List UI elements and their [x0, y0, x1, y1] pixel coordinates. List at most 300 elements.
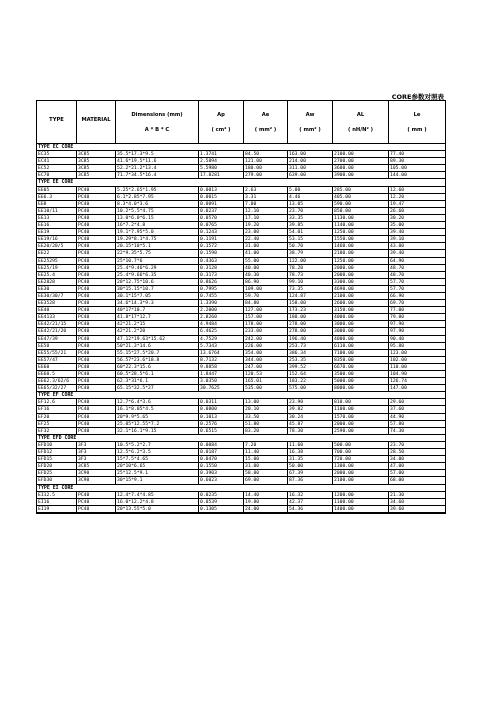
ae-cell: 3.31 — [244, 194, 288, 200]
aw-cell: 158.00 — [288, 300, 333, 306]
aw-cell: 639.00 — [288, 172, 333, 178]
dimensions-cell: 20*9.9*5.65 — [116, 414, 199, 420]
group-header: TYPE EI CORE — [37, 485, 445, 492]
material-cell: PC40 — [77, 371, 116, 377]
ap-cell: 4.9484 — [199, 321, 244, 327]
aw-cell: 16.38 — [288, 449, 333, 455]
ae-cell: 226.00 — [244, 343, 288, 349]
aw-cell: 253.73 — [288, 343, 333, 349]
ap-cell: 0.0091 — [199, 201, 244, 207]
ap-cell: 0.7995 — [199, 286, 244, 292]
material-cell: 3C85 — [77, 172, 116, 178]
dimensions-cell: 16.1*8.05*4.5 — [116, 406, 199, 412]
type-cell: EE20/20/5 — [37, 243, 77, 249]
al-cell: 3000.00 — [333, 321, 389, 327]
le-cell: 68.00 — [390, 478, 405, 484]
dimensions-cell: 71.7*34.5*16.4 — [116, 172, 199, 178]
le-cell: 57.80 — [390, 421, 405, 427]
type-cell: EFD15 — [37, 456, 77, 462]
ap-cell: 3.0350 — [199, 378, 244, 384]
dimensions-cell: 42*21.2*20 — [116, 328, 199, 334]
type-cell: EE3528 — [37, 300, 77, 306]
ae-cell: 242.00 — [244, 336, 288, 342]
type-cell: EE16 — [37, 222, 77, 228]
ap-cell: 6.4625 — [199, 328, 244, 334]
ae-cell: 31.00 — [244, 243, 288, 249]
al-cell: 3900.00 — [333, 172, 389, 178]
dimensions-cell: 65.15*32.5*27 — [116, 385, 199, 391]
aw-cell: 13.05 — [288, 201, 333, 207]
table-row — [37, 208, 445, 215]
material-cell: PC40 — [77, 378, 116, 384]
ae-cell: 24.00 — [244, 506, 288, 512]
material-cell: PC40 — [77, 336, 116, 342]
aw-cell: 42.37 — [288, 499, 333, 505]
al-cell: 6110.00 — [333, 343, 389, 349]
le-cell: 44.90 — [390, 414, 405, 420]
al-cell: 3000.00 — [333, 328, 389, 334]
type-cell: EFD10 — [37, 442, 77, 448]
al-cell: 2000.00 — [333, 265, 389, 271]
ae-cell: 354.00 — [244, 350, 288, 356]
ap-cell: 2.2000 — [199, 307, 244, 313]
al-cell: 8350.00 — [333, 357, 389, 363]
aw-cell: 23.90 — [288, 399, 333, 405]
aw-cell: 575.00 — [288, 385, 333, 391]
material-cell: PC40 — [77, 492, 116, 498]
al-cell: 500.00 — [333, 442, 389, 448]
ap-cell: 0.3128 — [199, 265, 244, 271]
al-cell: 1100.00 — [333, 499, 389, 505]
ap-cell: 0.3173 — [199, 272, 244, 278]
ap-cell: 2.5894 — [199, 158, 244, 164]
ae-cell: 233.00 — [244, 328, 288, 334]
ae-cell: 40.30 — [244, 272, 288, 278]
aw-cell: 78.30 — [288, 428, 333, 434]
al-cell: 2700.00 — [333, 158, 389, 164]
ap-cell: 0.0013 — [199, 187, 244, 193]
aw-cell: 163.00 — [288, 151, 333, 157]
le-cell: 90.40 — [390, 336, 405, 342]
ap-cell: 0.0187 — [199, 449, 244, 455]
ap-cell: 0.8626 — [199, 279, 244, 285]
dimensions-cell: 32.1*16.1*9.15 — [116, 428, 199, 434]
le-cell: 69.70 — [390, 301, 405, 307]
le-cell: 35.00 — [390, 223, 405, 229]
type-cell: EE50 — [37, 343, 77, 349]
dimensions-cell: 30*15*9.1 — [116, 477, 199, 483]
ap-cell: 0.0311 — [199, 399, 244, 405]
le-cell: 39.40 — [390, 230, 405, 236]
material-cell: PC40 — [77, 406, 116, 412]
ae-cell: 23.00 — [244, 229, 288, 235]
le-cell: 126.74 — [390, 379, 407, 385]
material-cell: PC40 — [77, 286, 116, 292]
al-cell: 1460.00 — [333, 243, 389, 249]
type-cell: EE57/47 — [37, 357, 77, 363]
le-cell: 104.90 — [390, 372, 407, 377]
type-cell: EE05 — [37, 187, 77, 193]
material-cell: PC40 — [77, 350, 116, 356]
type-cell: EE10/11 — [37, 208, 77, 214]
aw-cell: 53.15 — [288, 236, 333, 242]
header-material: MATERIAL — [77, 101, 116, 143]
header-type: TYPE — [37, 101, 77, 143]
ae-cell: 127.00 — [244, 307, 288, 313]
le-cell: 105.00 — [390, 166, 407, 172]
header-al: AL ( nH/N² ) — [333, 101, 389, 143]
le-cell: 21.30 — [390, 492, 405, 498]
al-cell: 1130.00 — [333, 215, 389, 221]
table-row — [37, 364, 445, 371]
le-cell: 34.00 — [390, 457, 405, 463]
material-cell: PC40 — [77, 364, 116, 370]
table-row — [37, 222, 445, 229]
type-cell: EF12.6 — [37, 399, 77, 405]
ap-cell: 0.3903 — [199, 470, 244, 476]
aw-cell: 4.46 — [288, 194, 333, 200]
dimensions-cell: 20*13.55*5.0 — [116, 506, 199, 512]
al-cell: 700.00 — [333, 449, 389, 455]
table-row — [37, 293, 445, 300]
header-aw: Aw ( mm² ) — [288, 101, 333, 143]
aw-cell: 50.70 — [288, 243, 333, 249]
dimensions-cell: 15*7.5*4.65 — [116, 456, 199, 462]
ap-cell: 0.0765 — [199, 222, 244, 228]
aw-cell: 73.35 — [288, 286, 333, 292]
table-row — [37, 506, 445, 513]
ae-cell: 22.40 — [244, 236, 288, 242]
al-cell: 7100.00 — [333, 350, 389, 356]
type-cell: EE2828 — [37, 279, 77, 285]
ae-cell: 51.80 — [244, 421, 288, 427]
al-cell: 1250.00 — [333, 229, 389, 235]
type-cell: EE25/19 — [37, 265, 77, 271]
material-cell: PC40 — [77, 215, 116, 221]
type-cell: EE4133 — [37, 314, 77, 320]
type-cell: EE55/55/21 — [37, 350, 77, 356]
ap-cell: 0.1191 — [199, 236, 244, 242]
material-cell: 3F3 — [77, 449, 116, 455]
material-cell: PC40 — [77, 293, 116, 299]
material-cell: PC40 — [77, 236, 116, 242]
ae-cell: 165.01 — [244, 378, 288, 384]
al-cell: 6670.00 — [333, 364, 389, 370]
dimensions-cell: 5.25*2.65*1.95 — [116, 187, 199, 193]
dimensions-cell: 35.5*17.3*9.5 — [116, 151, 199, 157]
material-cell: PC40 — [77, 328, 116, 334]
type-cell: EF16 — [37, 406, 77, 412]
table-row — [37, 378, 445, 385]
table-row — [37, 456, 445, 463]
le-cell: 12.60 — [390, 187, 405, 193]
ap-cell: 2.8260 — [199, 314, 244, 320]
material-cell: PC40 — [77, 499, 116, 505]
table-row — [37, 250, 445, 257]
aw-cell: 173.23 — [288, 307, 333, 313]
ae-cell: 11.40 — [244, 449, 288, 455]
material-cell: PC40 — [77, 201, 116, 207]
le-cell: 19.47 — [390, 201, 405, 207]
core-table — [36, 100, 446, 514]
le-cell: 77.00 — [390, 308, 405, 314]
aw-cell: 78.73 — [288, 272, 333, 278]
table-row — [37, 421, 445, 428]
dimensions-cell: 22*9.35*5.75 — [116, 250, 199, 256]
ae-cell: 19.20 — [244, 222, 288, 228]
ap-cell: 0.0084 — [199, 442, 244, 448]
al-cell: 5000.00 — [333, 378, 389, 384]
dimensions-cell: 28*12.75*10.6 — [116, 279, 199, 285]
group-header: TYPE EFD CORE — [37, 435, 445, 442]
table-row — [37, 201, 445, 208]
al-cell: 2180.00 — [333, 250, 389, 256]
table-row — [37, 307, 445, 314]
le-cell: 29.60 — [390, 400, 405, 406]
table-row — [37, 449, 445, 456]
dimensions-cell: 13.0*6.0*6.15 — [116, 215, 199, 221]
ap-cell: 9.8858 — [199, 364, 244, 370]
aw-cell: 214.00 — [288, 158, 333, 164]
material-cell: PC40 — [77, 187, 116, 193]
material-cell: PC40 — [77, 279, 116, 285]
dimensions-cell: 25.4*9.46*6.29 — [116, 265, 199, 271]
ap-cell: 17.8281 — [199, 172, 244, 178]
type-cell: EI19 — [37, 506, 77, 512]
le-cell: 147.00 — [390, 386, 407, 392]
material-cell: PC40 — [77, 300, 116, 306]
dimensions-cell: 25.4*9.66*6.35 — [116, 272, 199, 278]
type-cell: EFD25 — [37, 470, 77, 476]
material-cell: PC40 — [77, 414, 116, 420]
type-cell: EC35 — [37, 151, 77, 157]
ap-cell: 0.0015 — [199, 194, 244, 200]
le-cell: 39.60 — [390, 506, 405, 512]
le-cell: 34.60 — [390, 499, 405, 505]
aw-cell: 386.34 — [288, 350, 333, 356]
aw-cell: 253.35 — [288, 357, 333, 363]
table-row — [37, 463, 445, 470]
dimensions-cell: 41.6*19.5*11.6 — [116, 158, 199, 164]
le-cell: 110.00 — [390, 364, 407, 370]
ae-cell: 33.50 — [244, 414, 288, 420]
type-cell: EE22 — [37, 250, 77, 256]
le-cell: 74.30 — [390, 428, 405, 434]
dimensions-cell: 19.29*8.1*4.75 — [116, 236, 199, 242]
ap-cell: 0.2576 — [199, 421, 244, 427]
le-cell: 26.60 — [390, 208, 405, 214]
al-cell: 3600.00 — [333, 165, 389, 171]
le-cell: 144.00 — [390, 173, 407, 179]
ae-cell: 84.50 — [244, 151, 288, 157]
table-row — [37, 314, 445, 321]
material-cell: PC40 — [77, 307, 116, 313]
material-cell: 3C90 — [77, 470, 116, 476]
type-cell: EE25.4 — [37, 272, 77, 278]
al-cell: 2590.00 — [333, 428, 389, 434]
ap-cell: 0.1305 — [199, 506, 244, 512]
aw-cell: 23.70 — [288, 208, 333, 214]
table-row — [37, 399, 445, 406]
dimensions-cell: 60.5*28.5*6.1 — [116, 371, 199, 377]
material-cell: 3C90 — [77, 477, 116, 483]
table-row — [37, 151, 445, 158]
aw-cell: 67.39 — [288, 470, 333, 476]
group-header: TYPE EC CORE — [37, 144, 445, 151]
material-cell: 3C85 — [77, 151, 116, 157]
ae-cell: 41.00 — [244, 250, 288, 256]
dimensions-cell: 62.3*31*6.1 — [116, 378, 199, 384]
table-row — [37, 236, 445, 243]
al-cell: 4000.00 — [333, 314, 389, 320]
page-title: CORE参数对照表 — [391, 93, 444, 101]
al-cell: 3500.00 — [333, 371, 389, 377]
le-cell: 97.90 — [390, 329, 405, 335]
al-cell: 405.00 — [333, 194, 389, 200]
material-cell: 3C85 — [77, 158, 116, 164]
ae-cell: 15.00 — [244, 456, 288, 462]
type-cell: EC52 — [37, 165, 77, 171]
ae-cell: 55.00 — [244, 258, 288, 264]
type-cell: EE42/21/20 — [37, 328, 77, 334]
type-cell: EFD20 — [37, 463, 77, 469]
dimensions-cell: 34.6*14.3*9.3 — [116, 300, 199, 306]
le-cell: 30.20 — [390, 215, 405, 221]
ae-cell: 109.00 — [244, 286, 288, 292]
material-cell: PC40 — [77, 194, 116, 200]
table-row — [37, 442, 445, 449]
table-row — [37, 371, 445, 378]
ap-cell: 0.0237 — [199, 208, 244, 214]
aw-cell: 45.87 — [288, 421, 333, 427]
aw-cell: 311.00 — [288, 165, 333, 171]
aw-cell: 196.40 — [288, 336, 333, 342]
le-cell: 77.40 — [390, 152, 405, 158]
le-cell: 89.30 — [390, 159, 405, 165]
le-cell: 12.20 — [390, 194, 405, 200]
ap-cell: 0.1243 — [199, 229, 244, 235]
dimensions-cell: 42*21.2*15 — [116, 321, 199, 327]
aw-cell: 16.32 — [288, 492, 333, 498]
al-cell: 850.00 — [333, 208, 389, 214]
table-row — [37, 172, 445, 179]
ae-cell: 86.90 — [244, 279, 288, 285]
le-cell: 57.70 — [390, 279, 405, 285]
le-cell: 79.00 — [390, 315, 405, 321]
aw-cell: 39.82 — [288, 406, 333, 412]
dimensions-cell: 20.15*10*5.1 — [116, 243, 199, 249]
ae-cell: 20.10 — [244, 406, 288, 412]
type-cell: EE25295 — [37, 258, 77, 264]
le-cell: 39.10 — [390, 237, 405, 243]
aw-cell: 31.35 — [288, 456, 333, 462]
aw-cell: 278.00 — [288, 328, 333, 334]
type-cell: EE62.3/62/6 — [37, 378, 77, 384]
ap-cell: 0.4363 — [199, 258, 244, 264]
ae-cell: 279.00 — [244, 172, 288, 178]
table-row — [37, 343, 445, 350]
table-row — [37, 187, 445, 194]
ap-cell: 30.7625 — [199, 385, 244, 391]
table-row — [37, 350, 445, 357]
table-row — [37, 321, 445, 328]
table-row — [37, 470, 445, 477]
table-row — [37, 477, 445, 484]
dimensions-cell: 40*17*10.7 — [116, 307, 199, 313]
ap-cell: 5.5980 — [199, 165, 244, 171]
ap-cell: 0.0470 — [199, 456, 244, 462]
aw-cell: 54.36 — [288, 506, 333, 512]
aw-cell: 399.52 — [288, 364, 333, 370]
al-cell: 1400.00 — [333, 506, 389, 512]
table-row — [37, 406, 445, 413]
material-cell: PC40 — [77, 321, 116, 327]
table-row — [37, 229, 445, 236]
material-cell: 3F3 — [77, 442, 116, 448]
table-row — [37, 385, 445, 392]
table-row — [37, 492, 445, 499]
ae-cell: 17.10 — [244, 215, 288, 221]
dimensions-cell: 16*7.2*4.8 — [116, 222, 199, 228]
aw-cell: 124.87 — [288, 293, 333, 299]
ae-cell: 7.20 — [244, 442, 288, 448]
dimensions-cell: 56.57*23.6*18.8 — [116, 357, 199, 363]
material-cell: PC40 — [77, 265, 116, 271]
ap-cell: 0.6023 — [199, 477, 244, 483]
material-cell: 3C85 — [77, 463, 116, 469]
dimensions-cell: 8.3*4.0*3.6 — [116, 201, 199, 207]
type-cell: EE6.3 — [37, 194, 77, 200]
type-cell: EE30 — [37, 286, 77, 292]
ap-cell: 0.0539 — [199, 499, 244, 505]
al-cell: 4690.00 — [333, 286, 389, 292]
dimensions-cell: 10.5*5.2*2.7 — [116, 442, 199, 448]
ae-cell: 31.00 — [244, 463, 288, 469]
table-row — [37, 357, 445, 364]
material-cell: PC40 — [77, 272, 116, 278]
le-cell: 37.60 — [390, 407, 405, 413]
type-cell: EE19/16 — [37, 236, 77, 242]
al-cell: 1200.00 — [333, 492, 389, 498]
ae-cell: 7.00 — [244, 201, 288, 207]
dimensions-cell: 16.0*12.2*4.8 — [116, 499, 199, 505]
le-cell: 39.40 — [390, 251, 405, 257]
ap-cell: 1.3741 — [199, 151, 244, 157]
table-row — [37, 336, 445, 343]
material-cell: PC40 — [77, 314, 116, 320]
table-row — [37, 258, 445, 265]
ap-cell: 1.3390 — [199, 300, 244, 306]
ap-cell: 0.0800 — [199, 406, 244, 412]
table-row — [37, 158, 445, 165]
al-cell: 1140.00 — [333, 222, 389, 228]
aw-cell: 11.60 — [288, 442, 333, 448]
dimensions-cell: 52.2*21.2*13.4 — [116, 165, 199, 171]
ae-cell: 13.00 — [244, 399, 288, 405]
le-cell: 123.00 — [390, 350, 407, 356]
aw-cell: 122.00 — [288, 258, 333, 264]
dimensions-cell: 12.4*7.4*4.85 — [116, 492, 199, 498]
al-cell: 8000.00 — [333, 385, 389, 391]
ap-cell: 0.1550 — [199, 463, 244, 469]
material-cell: 3F3 — [77, 456, 116, 462]
dimensions-cell: 20*10*6.65 — [116, 463, 199, 469]
dimensions-cell: 60*22.3*15.6 — [116, 364, 199, 370]
ae-cell: 180.00 — [244, 165, 288, 171]
ae-cell: 19.80 — [244, 499, 288, 505]
material-cell: PC40 — [77, 343, 116, 349]
aw-cell: 33.35 — [288, 215, 333, 221]
